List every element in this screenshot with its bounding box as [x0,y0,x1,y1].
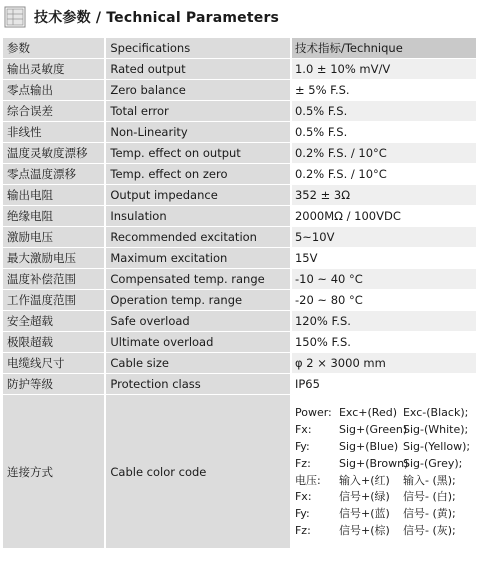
table-row [3,101,476,122]
cell-value: 15V [292,248,476,269]
cell-param: 零点温度漂移 [3,164,106,185]
cell-value: IP65 [292,374,476,395]
cable-line-label: 电压: [294,473,321,487]
cell-value: 120% F.S. [292,311,476,332]
cell-param: 输出电阻 [3,185,106,206]
cable-line-negative: 信号- (白); [402,490,456,504]
cable-line-label: Fx: [294,423,312,437]
cable-line-negative: Sig-(Yellow); [402,439,471,453]
cable-line-positive: 信号+(绿) [338,490,390,504]
cell-param: 激励电压 [3,227,106,248]
table-row [3,122,476,143]
cell-param: 输出灵敏度 [3,59,106,80]
table-icon [4,6,26,28]
cell-param: 非线性 [3,122,106,143]
table-row [3,248,476,269]
cell-spec: Cable color code [106,395,292,548]
cell-param: 最大激励电压 [3,248,106,269]
cable-line-positive: Sig+(Brown) [338,456,409,470]
cell-spec: Cable size [106,353,292,374]
cable-line-label: Power: [294,406,332,420]
cell-value: 352 ± 3Ω [292,185,476,206]
cell-spec: Protection class [106,374,292,395]
table-row [3,332,476,353]
cell-param: 防护等级 [3,374,106,395]
cell-value: 0.2% F.S. / 10°C [292,143,476,164]
cell-param: 零点输出 [3,80,106,101]
cell-param: 温度补偿范围 [3,269,106,290]
cell-spec: Output impedance [106,185,292,206]
cable-line-positive: Sig+(Blue) [338,439,399,453]
cable-line-label: Fz: [294,456,311,470]
cell-spec: Temp. effect on output [106,143,292,164]
cell-value: 5~10V [292,227,476,248]
cable-line-negative: 信号- (灰); [402,523,456,537]
cell-spec: Temp. effect on zero [106,164,292,185]
cell-value: 2000MΩ / 100VDC [292,206,476,227]
cable-line-label: Fy: [294,507,310,521]
cell-value: 1.0 ± 10% mV/V [292,59,476,80]
cable-line-negative: Sig-(Grey); [402,456,463,470]
cell-spec: Maximum excitation [106,248,292,269]
table-row [3,80,476,101]
cell-value: ± 5% F.S. [292,80,476,101]
cell-spec: Rated output [106,59,292,80]
cable-line-positive: 信号+(棕) [338,523,390,537]
column-header-technique: 技术指标/Technique [292,38,476,59]
cell-spec: Insulation [106,206,292,227]
cell-param: 绝缘电阻 [3,206,106,227]
cell-spec: Operation temp. range [106,290,292,311]
cell-param: 电缆线尺寸 [3,353,106,374]
cell-spec: Ultimate overload [106,332,292,353]
table-row [3,269,476,290]
cell-spec: Compensated temp. range [106,269,292,290]
table-row [3,227,476,248]
table-row [3,374,476,395]
cell-cable-colors [292,395,476,548]
cable-line-positive: Exc+(Red) [338,406,397,420]
cell-spec: Safe overload [106,311,292,332]
cell-value: 150% F.S. [292,332,476,353]
table-row [3,59,476,80]
cable-line-positive: 信号+(蓝) [338,507,390,521]
cell-value: 0.5% F.S. [292,101,476,122]
cell-value: -10 ~ 40 °C [292,269,476,290]
page-title: 技术参数 / Technical Parameters [34,10,280,26]
column-header-param: 参数 [3,38,106,59]
table-row [3,353,476,374]
cable-line-label: Fy: [294,439,310,453]
cable-line-positive: Sig+(Green) [338,423,408,437]
cell-value: 0.5% F.S. [292,122,476,143]
cell-value: φ 2 × 3000 mm [292,353,476,374]
cable-line-label: Fx: [294,490,312,504]
cell-param: 极限超载 [3,332,106,353]
cell-param: 综合误差 [3,101,106,122]
cell-spec: Non-Linearity [106,122,292,143]
column-header-spec: Specifications [106,38,292,59]
cell-spec: Recommended excitation [106,227,292,248]
table-row [3,290,476,311]
cell-value: 0.2% F.S. / 10°C [292,164,476,185]
table-row [3,311,476,332]
cable-line-negative: Sig-(White); [402,423,469,437]
table-row [3,164,476,185]
cable-line-positive: 输入+(红) [338,473,390,487]
cable-line-negative: Exc-(Black); [402,406,469,420]
table-row-cable [3,395,476,548]
table-row [3,206,476,227]
section-header [4,6,279,28]
cable-line-label: Fz: [294,523,311,537]
cell-param: 工作温度范围 [3,290,106,311]
table-row [3,143,476,164]
cell-value: -20 ~ 80 °C [292,290,476,311]
cell-param: 安全超载 [3,311,106,332]
spec-table [3,38,476,548]
cable-line-negative: 输入- (黑); [402,473,456,487]
cable-color-list [295,403,476,539]
cell-spec: Total error [106,101,292,122]
cable-line-negative: 信号- (黄); [402,507,456,521]
table-header-row [3,38,476,59]
cell-param: 温度灵敏度漂移 [3,143,106,164]
cell-spec: Zero balance [106,80,292,101]
cell-param: 连接方式 [3,395,106,548]
table-row [3,185,476,206]
